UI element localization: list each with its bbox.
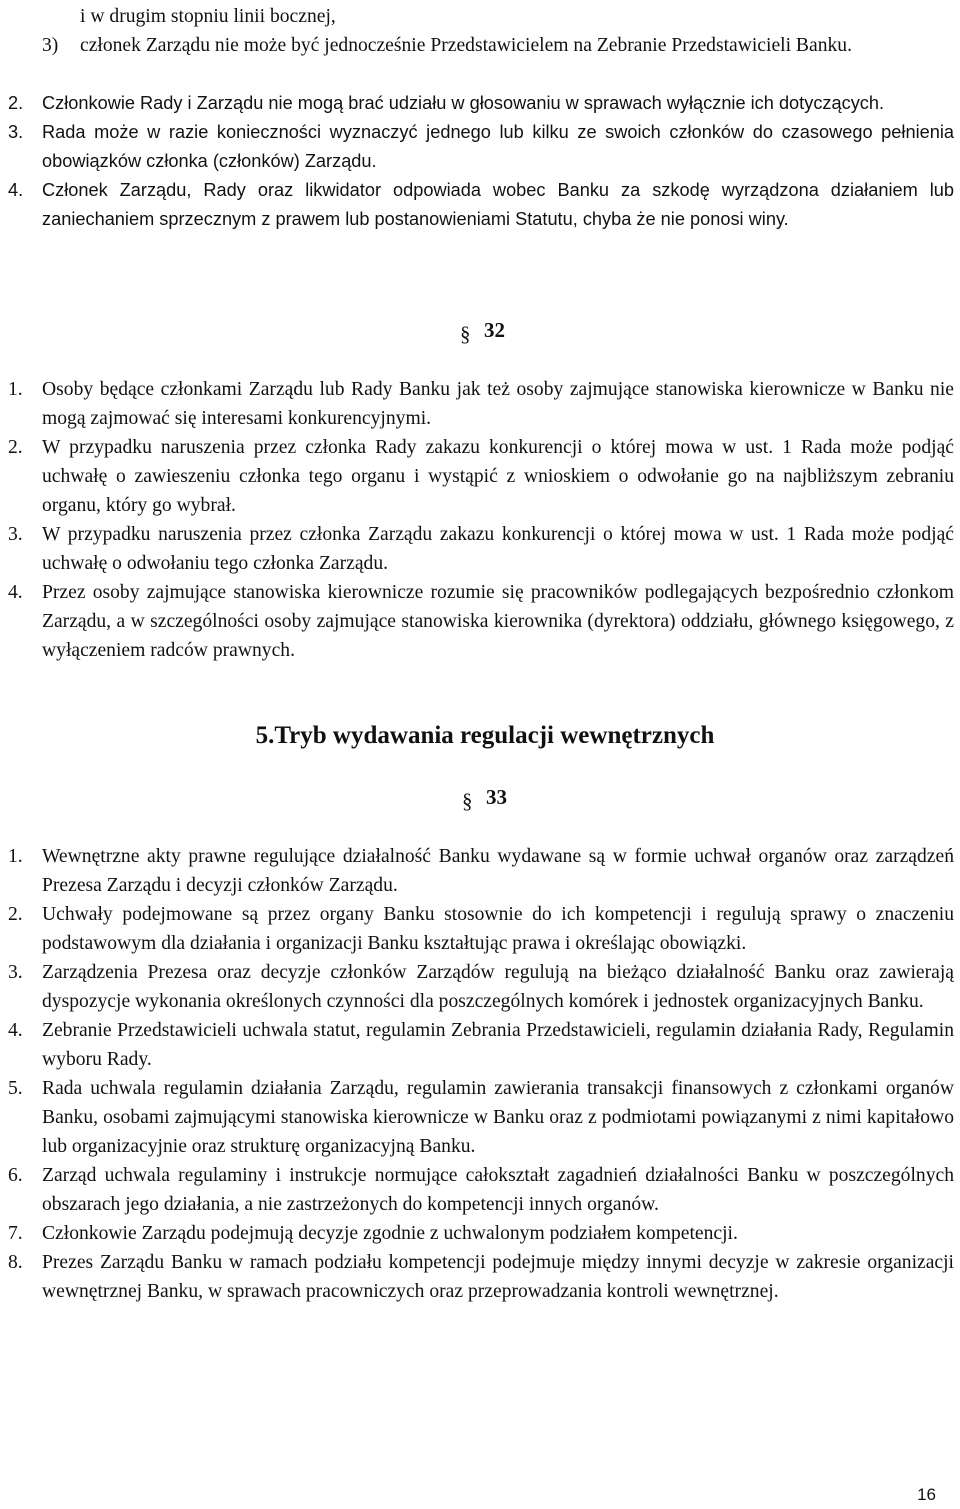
item-number: 1. (8, 379, 23, 400)
item-text: Uchwały podejmowane są przez organy Banku stosownie do ich kompetencji i regulują sprawy o znaczeniu podstawowym dla działania i organizacji Banku kształtując prawa i określając obowiązki. (42, 904, 954, 954)
list-item (0, 31, 960, 60)
list-item (0, 89, 960, 118)
list-block-33 (0, 842, 960, 1306)
item-text: Rada uchwala regulamin działania Zarządu, regulamin zawierania transakcji finansowych z członkami organów Banku, osobami zajmującymi stanowiska kierownicze w Banku oraz z podmiotami powiązanymi z nimi kapitałowo lub organizacyjnie oraz strukturę organizacyjną Banku. (42, 1078, 954, 1157)
list-item (0, 118, 960, 176)
list-item (0, 1016, 960, 1074)
section-33-marker (462, 785, 522, 817)
item-number: 3. (8, 962, 23, 983)
item-text: Wewnętrzne akty prawne regulujące działalność Banku wydawane są w formie uchwał organów oraz zarządzeń Prezesa Zarządu i decyzji członków Zarządu. (42, 846, 954, 896)
list-item (0, 1248, 960, 1306)
item-text: Osoby będące członkami Zarządu lub Rady Banku jak też osoby zajmujące stanowiska kierownicze w Banku nie mogą zajmować się interesami konkurencyjnymi. (42, 379, 954, 429)
list-block-1 (0, 31, 960, 60)
item-text: Członkowie Rady i Zarządu nie mogą brać udziału w głosowaniu w sprawach wyłącznie ich dotyczących. (42, 93, 885, 113)
item-text: W przypadku naruszenia przez członka Rady zakazu konkurencji o której mowa w ust. 1 Rada może podjąć uchwałę o zawieszeniu członka tego organu i wystąpić z wnioskiem o odwołanie go na najbliższym zebraniu organu, który go wybrał. (42, 437, 954, 516)
list-block-2 (0, 89, 960, 234)
item-number: 6. (8, 1165, 23, 1186)
item-number: 2. (8, 93, 24, 113)
list-item (0, 1219, 960, 1248)
item-number: 8. (8, 1252, 23, 1273)
list-item (0, 520, 960, 578)
list-item (0, 578, 960, 665)
list-block-32 (0, 375, 960, 665)
item-text: Członkowie Zarządu podejmują decyzje zgodnie z uchwalonym podziałem kompetencji. (42, 1223, 738, 1244)
item-text: Członek Zarządu, Rady oraz likwidator odpowiada wobec Banku za szkodę wyrządzona działaniem lub zaniechaniem sprzecznym z prawem lub postanowieniami Statutu, chyba że nie ponosi winy. (42, 180, 954, 229)
item-text: Zarządzenia Prezesa oraz decyzje członków Zarządów regulują na bieżąco działalność Banku oraz zawierają dyspozycje wykonania określonych czynności dla poszczególnych komórek i jednostek organizacyjnych Banku. (42, 962, 954, 1012)
section-symbol: § (460, 322, 471, 346)
section-32-marker (460, 318, 520, 350)
section-number: 33 (486, 785, 507, 809)
item-number: 4. (8, 1020, 23, 1041)
item-number: 2. (8, 437, 23, 458)
item-text: Zebranie Przedstawicieli uchwala statut, regulamin Zebrania Przedstawicieli, regulamin działania Rady, Regulamin wyboru Rady. (42, 1020, 954, 1070)
item-number: 1. (8, 846, 23, 867)
continuation-line (0, 2, 960, 31)
item-number: 4. (8, 582, 23, 603)
item-number: 2. (8, 904, 23, 925)
item-number: 7. (8, 1223, 23, 1244)
list-item (0, 1074, 960, 1161)
item-text: W przypadku naruszenia przez członka Zarządu zakazu konkurencji o której mowa w ust. 1 Rada może podjąć uchwałę o odwołaniu tego członka Zarządu. (42, 524, 954, 574)
list-item (0, 176, 960, 234)
item-number: 3) (42, 35, 59, 56)
item-number: 4. (8, 180, 24, 200)
item-text: Przez osoby zajmujące stanowiska kierownicze rozumie się pracowników podlegających bezpośrednio członkom Zarządu, a w szczególności osoby zajmujące stanowiska kierownika (dyrektora) oddziału, głównego księgowego, z wyłączeniem radców prawnych. (42, 582, 954, 661)
section-symbol: § (462, 789, 473, 813)
item-text: członek Zarządu nie może być jednocześnie Przedstawicielem na Zebranie Przedstawicieli Banku. (80, 35, 852, 56)
continuation-text: i w drugim stopniu linii bocznej, (80, 6, 336, 27)
list-item (0, 375, 960, 433)
list-item (0, 900, 960, 958)
list-item (0, 1161, 960, 1219)
page-number: 16 (917, 1485, 936, 1504)
item-text: Prezes Zarządu Banku w ramach podziału kompetencji podejmuje między innymi decyzje w zakresie organizacji wewnętrznej Banku, w sprawach pracowniczych oraz przeprowadzania kontroli wewnętrznej. (42, 1252, 954, 1302)
item-number: 3. (8, 122, 24, 142)
item-number: 5. (8, 1078, 23, 1099)
item-text: Rada może w razie konieczności wyznaczyć jednego lub kilku ze swoich członków do czasowego pełnienia obowiązków członka (członków) Zarządu. (42, 122, 954, 171)
list-item (0, 433, 960, 520)
item-number: 3. (8, 524, 23, 545)
list-item (0, 958, 960, 1016)
list-item (0, 842, 960, 900)
item-text: Zarząd uchwala regulaminy i instrukcje normujące całokształt zagadnień działalności Banku w poszczególnych obszarach jego działania, a nie zastrzeżonych do kompetencji innych organów. (42, 1165, 954, 1215)
section-number: 32 (484, 318, 505, 342)
chapter-heading: 5.Tryb wydawania regulacji wewnętrznych (255, 722, 715, 749)
